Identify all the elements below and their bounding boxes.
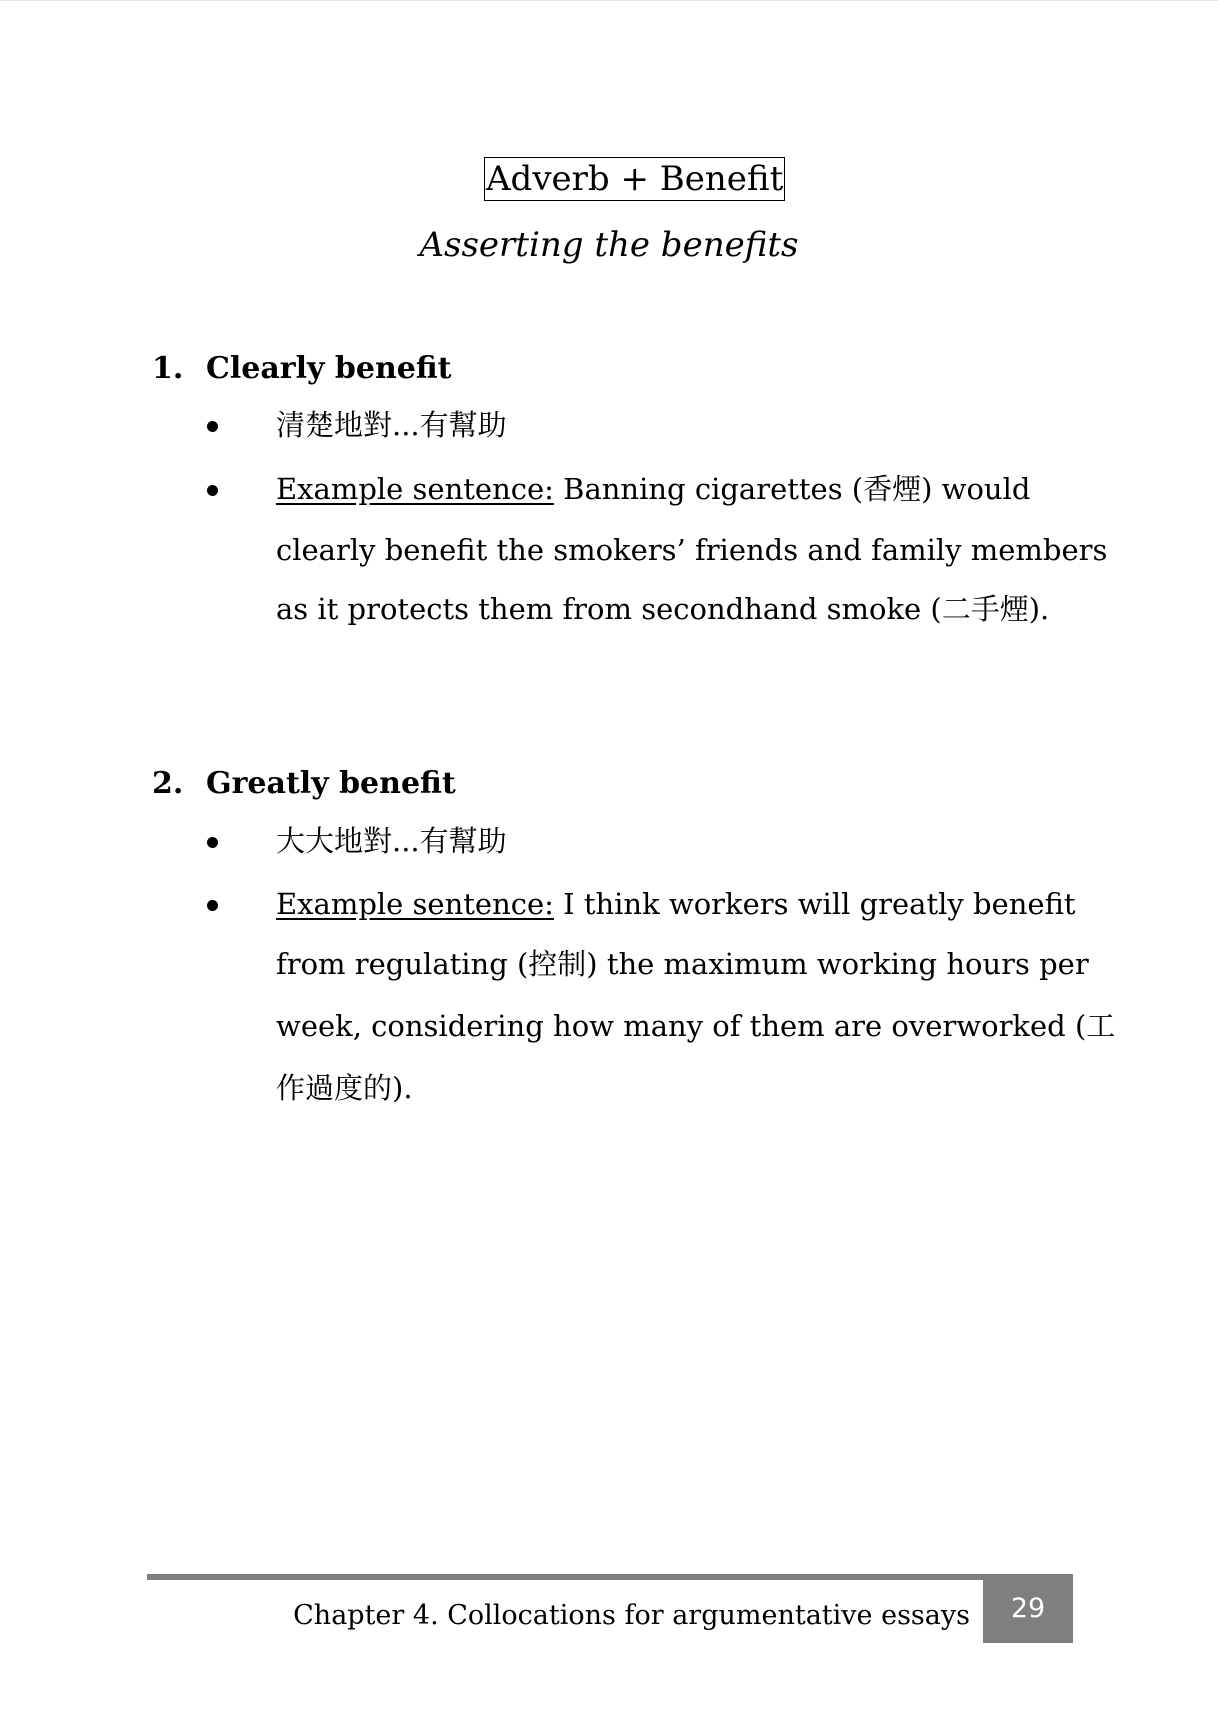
item-1-number: 1. (152, 351, 184, 386)
item-1-example-line-2: clearly benefit the smokers’ friends and family members (276, 533, 1108, 567)
item-2-translation: 大大地對...有幫助 (276, 824, 507, 858)
item-2-example-line-1 (276, 884, 1076, 924)
item-2-title: Greatly benefit (206, 766, 456, 801)
item-1-translation: 清楚地對...有幫助 (276, 408, 507, 442)
bullet-dot-icon (207, 421, 218, 432)
item-1-example-line-1 (276, 469, 1030, 509)
bullet-dot-icon (207, 837, 218, 848)
footer-rule (147, 1574, 1073, 1580)
page-top-edge (0, 0, 1218, 1)
item-1-example-line-3: as it protects them from secondhand smoke (二手煙). (276, 592, 1050, 626)
page-number: 29 (983, 1578, 1073, 1643)
item-1-example-label: Example sentence: (276, 472, 554, 506)
footer-chapter-title: Chapter 4. Collocations for argumentative essays (293, 1600, 970, 1631)
bullet-dot-icon (207, 485, 218, 496)
item-2-example-line-3: week, considering how many of them are overworked (工 (276, 1009, 1116, 1043)
item-2-example-label: Example sentence: (276, 887, 554, 921)
item-2-example-line-2: from regulating (控制) the maximum working hours per (276, 947, 1089, 981)
item-2-example-text-1: I think workers will greatly benefit (553, 887, 1076, 921)
section-heading-boxed: Adverb + Benefit (486, 159, 784, 199)
item-1-example-text-1: Banning cigarettes (香煙) would (553, 472, 1031, 506)
bullet-dot-icon (207, 900, 218, 911)
section-subtitle: Asserting the benefits (419, 225, 799, 265)
item-2-heading (152, 764, 456, 804)
item-2-example-line-4: 作過度的). (276, 1071, 413, 1105)
item-1-heading (152, 349, 452, 389)
item-1-title: Clearly benefit (206, 351, 452, 386)
item-2-number: 2. (152, 766, 184, 801)
